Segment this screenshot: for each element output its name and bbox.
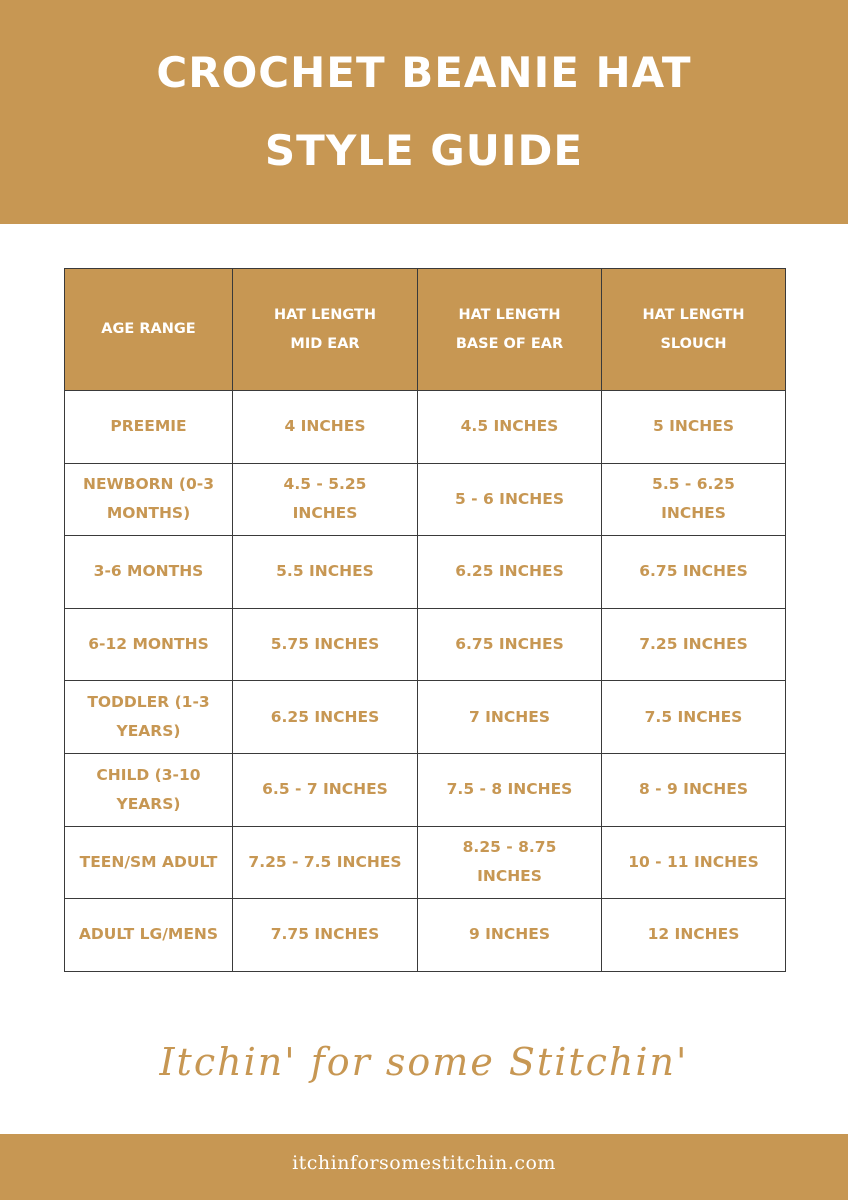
mid-ear-cell bbox=[233, 391, 418, 464]
slouch-cell bbox=[602, 536, 786, 609]
slouch-cell bbox=[602, 826, 786, 899]
cell-text-line: INCHES bbox=[477, 867, 542, 886]
cell-text-line: 5.5 - 6.25 bbox=[652, 475, 735, 494]
table-row bbox=[65, 463, 786, 536]
table-row bbox=[65, 753, 786, 826]
cell-text-line: HAT LENGTH bbox=[642, 306, 745, 323]
cell-text-line: 6-12 MONTHS bbox=[88, 635, 209, 654]
base-of-ear-cell bbox=[418, 899, 602, 972]
cell-text-line: 4.5 INCHES bbox=[460, 417, 559, 436]
age-range-cell bbox=[65, 826, 233, 899]
mid-ear-cell bbox=[233, 753, 418, 826]
cell-text-line: SLOUCH bbox=[660, 335, 727, 352]
cell-text-line: INCHES bbox=[292, 504, 358, 523]
cell-text-line: 6.75 INCHES bbox=[455, 635, 564, 654]
mid-ear-cell bbox=[233, 681, 418, 754]
base-of-ear-cell bbox=[418, 681, 602, 754]
cell-text-line: 8 - 9 INCHES bbox=[638, 780, 749, 799]
cell-text-line: HAT LENGTH bbox=[458, 306, 561, 323]
cell-text-line: 5 INCHES bbox=[652, 417, 735, 436]
table-row bbox=[65, 826, 786, 899]
base-of-ear-cell bbox=[418, 753, 602, 826]
cell-text-line: AGE RANGE bbox=[101, 321, 196, 337]
mid-ear-cell bbox=[233, 536, 418, 609]
base-of-ear-cell bbox=[418, 463, 602, 536]
base-of-ear-cell bbox=[418, 608, 602, 681]
cell-text-line: 3-6 MONTHS bbox=[93, 562, 204, 581]
header-hat-length-mid-ear bbox=[233, 269, 418, 391]
cell-text-line: HAT LENGTH bbox=[273, 306, 377, 323]
cell-text-line: 4 INCHES bbox=[284, 417, 366, 436]
header-hat-length-slouch bbox=[602, 269, 786, 391]
cell-text-line: 7.5 INCHES bbox=[644, 707, 743, 726]
cell-text-line: 4.5 - 5.25 bbox=[283, 475, 367, 494]
slouch-cell bbox=[602, 681, 786, 754]
mid-ear-cell bbox=[233, 608, 418, 681]
table-row bbox=[65, 608, 786, 681]
age-range-cell bbox=[65, 681, 233, 754]
cell-text-line: NEWBORN (0-3 bbox=[82, 475, 215, 494]
cell-text-line: 7.5 - 8 INCHES bbox=[446, 780, 573, 799]
cell-text-line: PREEMIE bbox=[110, 417, 187, 436]
cell-text-line: 10 - 11 INCHES bbox=[628, 852, 759, 871]
cell-text-line: 6.25 INCHES bbox=[455, 562, 564, 581]
base-of-ear-cell bbox=[418, 826, 602, 899]
table-row bbox=[65, 681, 786, 754]
cell-text-line: BASE OF EAR bbox=[455, 335, 564, 352]
slouch-cell bbox=[602, 463, 786, 536]
table-row bbox=[65, 536, 786, 609]
footer-url[interactable]: itchinforsomestitchin.com bbox=[292, 1152, 556, 1174]
cell-text-line: 7.25 - 7.5 INCHES bbox=[248, 852, 402, 871]
mid-ear-cell bbox=[233, 826, 418, 899]
cell-text-line: 5.75 INCHES bbox=[270, 635, 380, 654]
cell-text-line: 5 - 6 INCHES bbox=[454, 489, 565, 508]
cell-text-line: 6.25 INCHES bbox=[270, 707, 380, 726]
table-row bbox=[65, 899, 786, 972]
slouch-cell bbox=[602, 753, 786, 826]
cell-text-line: MID EAR bbox=[290, 335, 360, 352]
cell-text-line: 6.5 - 7 INCHES bbox=[262, 780, 388, 799]
mid-ear-cell bbox=[233, 463, 418, 536]
page-title-line-1: CROCHET BEANIE HAT bbox=[156, 48, 692, 97]
header-hat-length-base-of-ear bbox=[418, 269, 602, 391]
base-of-ear-cell bbox=[418, 536, 602, 609]
cell-text-line: 9 INCHES bbox=[468, 925, 551, 944]
slouch-cell bbox=[602, 899, 786, 972]
cell-text-line: TEEN/SM ADULT bbox=[79, 852, 218, 871]
cell-text-line: 7.25 INCHES bbox=[639, 635, 748, 654]
base-of-ear-cell bbox=[418, 391, 602, 464]
cell-text-line: 5.5 INCHES bbox=[276, 562, 374, 581]
cell-text-line: 7.75 INCHES bbox=[270, 925, 380, 944]
cell-text-line: YEARS) bbox=[116, 722, 181, 741]
cell-text-line: YEARS) bbox=[116, 794, 181, 813]
cell-text-line: 7 INCHES bbox=[468, 707, 551, 726]
table-header-row bbox=[65, 269, 786, 391]
age-range-cell bbox=[65, 463, 233, 536]
age-range-cell bbox=[65, 536, 233, 609]
table-row bbox=[65, 391, 786, 464]
age-range-cell bbox=[65, 391, 233, 464]
age-range-cell bbox=[65, 608, 233, 681]
page-title-line-2: STYLE GUIDE bbox=[264, 126, 584, 175]
age-range-cell bbox=[65, 753, 233, 826]
cell-text-line: MONTHS) bbox=[106, 504, 191, 523]
cell-text-line: 8.25 - 8.75 bbox=[462, 838, 557, 857]
cell-text-line: CHILD (3-10 bbox=[96, 765, 201, 784]
mid-ear-cell bbox=[233, 899, 418, 972]
header-band bbox=[0, 0, 848, 224]
script-logo: Itchin' for some Stitchin' bbox=[159, 1040, 689, 1084]
size-guide-table bbox=[64, 268, 786, 972]
header-age-range bbox=[65, 269, 233, 391]
cell-text-line: TODDLER (1-3 bbox=[87, 693, 210, 712]
cell-text-line: 12 INCHES bbox=[647, 925, 740, 944]
slouch-cell bbox=[602, 391, 786, 464]
age-range-cell bbox=[65, 899, 233, 972]
cell-text-line: ADULT LG/MENS bbox=[78, 925, 219, 944]
cell-text-line: 6.75 INCHES bbox=[639, 562, 748, 581]
slouch-cell bbox=[602, 608, 786, 681]
cell-text-line: INCHES bbox=[661, 504, 726, 523]
